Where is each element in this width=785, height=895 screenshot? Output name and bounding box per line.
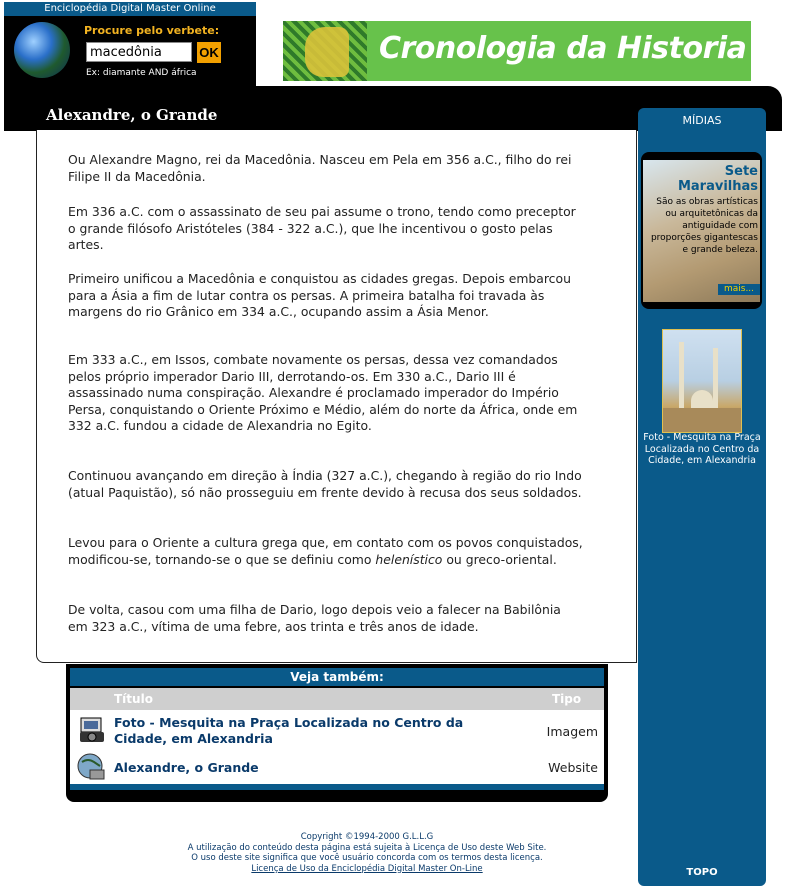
top-link[interactable]: TOPO (686, 867, 718, 878)
building-base (663, 408, 741, 432)
article-paragraph: Ou Alexandre Magno, rei da Macedônia. Nasceu em Pela em 356 a.C., filho do rei Filipe II da Macedônia. (68, 152, 572, 184)
footer (140, 832, 594, 874)
camera-icon (78, 716, 106, 744)
copyright: Copyright ©1994-2000 G.L.L.G (300, 832, 434, 842)
promo-more-link[interactable]: mais... (718, 284, 760, 295)
search-hint: Ex: diamante AND áfrica (86, 68, 197, 78)
see-also-row-title[interactable]: Foto - Mesquita na Praça Localizada no Centro da Cidade, em Alexandria (114, 715, 464, 746)
see-also-row-type: Website (548, 760, 598, 775)
search-ok-button[interactable]: OK (197, 42, 221, 63)
article-paragraph: De volta, casou com uma filha de Dario, logo depois veio a falecer na Babilônia em 323 a.C., vítima de uma febre, aos trinta e três anos de idade. (68, 602, 561, 634)
see-also-row-type: Imagem (546, 724, 598, 739)
italic-term: helenístico (375, 551, 443, 567)
paragraph-text: ou greco-oriental. (442, 551, 557, 567)
article-paragraph (68, 535, 584, 568)
license-agreement: O uso deste site significa que você usuário concorda com os termos desta licença. (191, 853, 543, 863)
article-paragraph: Em 336 a.C. com o assassinato de seu pai assume o trono, tendo como preceptor o grande filósofo Aristóteles (384 - 322 a.C.), que lhe incentivou o gosto pelas artes. (68, 204, 576, 253)
column-type-header: Tipo (552, 692, 582, 706)
search-input[interactable] (86, 42, 192, 62)
globe-icon (76, 752, 104, 780)
see-also-row-title[interactable]: Alexandre, o Grande (114, 760, 259, 775)
hand-icon (305, 27, 349, 77)
license-notice: A utilização do conteúdo desta página está sujeita à Licença de Uso deste Web Site. (187, 842, 547, 853)
page-title: Alexandre, o Grande (46, 106, 218, 124)
promo-title[interactable]: Sete Maravilhas (677, 164, 758, 194)
article-paragraph: Em 333 a.C., em Issos, combate novamente os persas, dessa vez comandados pelos próprio imperador Dario III, derrotando-os. Em 330 a.C., Dario III é assassinado numa conspiração. Alexandre é proclamado imperador do Império Persa, conquistando o Oriente Próximo e Médio, além do norte da África, onde em 332 a.C. fundou a cidade de Alexandria no Egito. (68, 352, 578, 434)
promo-description: São as obras artísticas ou arquitetônicas da antiguidade com proporções gigantescas e grande beleza. (650, 197, 758, 255)
column-title-header: Título (114, 692, 153, 706)
search-label: Procure pelo verbete: (84, 24, 220, 37)
article-paragraph: Continuou avançando em direção à Índia (327 a.C.), chegando à região do rio Indo (atual Paquistão), só não prosseguiu em frente devido à recusa dos seus soldados. (68, 468, 582, 500)
see-also-footer-bar (70, 784, 604, 790)
banner-text: Cronologia da Historia (379, 31, 747, 66)
cronologia-banner[interactable] (283, 21, 751, 81)
minaret-shape (679, 342, 684, 408)
see-also-header: Veja também: (70, 668, 604, 686)
article-paragraph: Primeiro unificou a Macedônia e conquistou as cidades gregas. Depois embarcou para a Ásia a fim de lutar contra os persas. A primeira batalha foi travada às margens do rio Grânico em 334 a.C., ocupando assim a Ásia Menor. (68, 271, 571, 320)
mosque-photo-thumbnail[interactable] (662, 329, 742, 433)
media-title: MÍDIAS (682, 114, 722, 127)
site-title[interactable]: Enciclopédia Digital Master Online (4, 2, 256, 16)
paragraph-text: Levou para o Oriente a cultura grega que, em contato com os povos conquistados, modificou-se, tornando-se o que se definiu como (68, 535, 583, 567)
license-link[interactable]: Licença de Uso da Enciclopédia Digital Master On-Line (251, 863, 483, 874)
minaret-shape (713, 348, 718, 408)
globe-logo-icon[interactable] (14, 22, 70, 78)
photo-caption[interactable]: Foto - Mesquita na Praça Localizada no Centro da Cidade, em Alexandria (643, 432, 761, 466)
dome-shape (691, 390, 713, 408)
